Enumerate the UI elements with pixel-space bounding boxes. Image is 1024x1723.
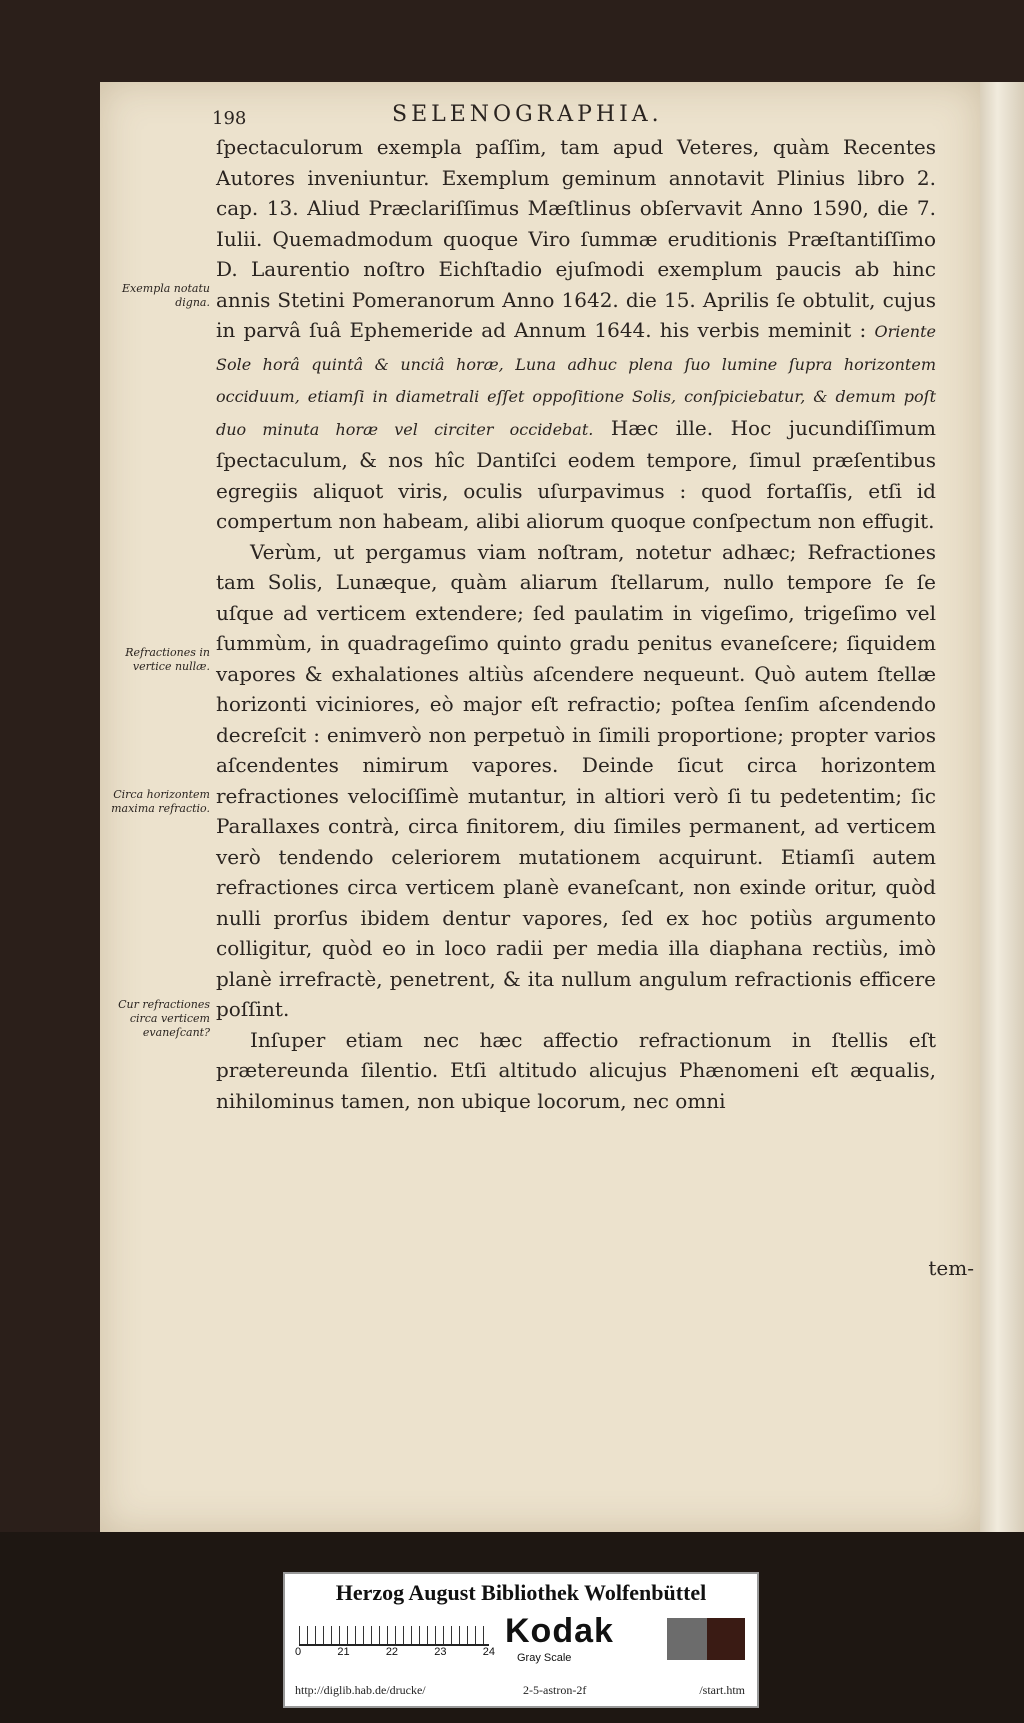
page-header <box>212 102 932 136</box>
paragraph-3: Inſuper etiam nec hæc affectio refractionum in ſtellis eſt prætereunda ſilentio. Etſi altitudo alicujus Phænomeni eſt æqualis, nihilominus tamen, non ubique locorum, nec omni <box>216 1027 936 1113</box>
paragraph-1: ſpectaculorum exempla paſſim, tam apud Veteres, quàm Recentes Autores inveniuntur. Exemplum geminum annotavit Plinius libro 2. cap. 13. Aliud Præclariſſimus Mæſtlinus obſervavit Anno 1590, die 7. Iulii. Quemadmodum quoque Viro ſummæ eruditionis Præſtantiſſimo D. Laurentio noſtro Eichſtadio ejuſmodi exemplum paucis ab hinc annis Stetini Pomeranorum Anno 1642. die 15. Aprilis ſe obtulit, cujus in parvâ ſuâ Ephemeride ad Annum 1644. his verbis meminit : Oriente Sole horâ quintâ & unciâ horæ, Luna adhuc plena ſuo lumine ſupra horizontem occiduum, etiamſi in diametrali eſſet oppoſitione Solis, conſpiciebatur, & demum poſt duo minuta horæ vel circiter occidebat. Hæc ille. Hoc jucundiſſimum ſpectaculum, & nos hîc Dantiſci eodem tempore, ſimul præſentibus egregiis aliquot viris, oculis uſurpavimus : quod fortaſſis, etſi id compertum non habeam, alibi aliorum quoque conſpectum non effugit. <box>216 135 937 533</box>
page-number: 198 <box>212 108 247 129</box>
paragraph-2: Verùm, ut pergamus viam noſtram, notetur adhæc; Refractiones tam Solis, Lunæque, quàm aliarum ſtellarum, nullo tempore ſe ſe uſque ad verticem extendere; ſed paulatim in vigeſimo, trigeſimo vel ſummùm, in quadrageſimo quinto gradu penitus evaneſcere; ſiquidem vapores & exhalationes altiùs aſcendere nequeunt. Quò autem ſtellæ horizonti viciniores, eò major eſt refractio; poſtea ſenſim aſcendendo decreſcit : enimverò non perpetuò in ſimili proportione; propter varios aſcendentes nimirum vapores. Deinde ſicut circa horizontem refractiones velociſſimè mutantur, in altiori verò ſi tu pedetentim; ſic Parallaxes contrà, circa finitorem, diu ſimiles permanent, ad verticem verò tendendo celeriorem mutationem acquirunt. Etiamſi autem refractiones circa verticem planè evaneſcant, non exinde oritur, quòd nulli prorſus ibidem dentur vapores, ſed ex hoc potiùs argumento colligitur, quòd eo in loco radii per media illa diaphana rectiùs, imò planè irrefractè, penetrent, & ita nullum angulum refractionis efficere poſſint. <box>216 539 936 1021</box>
color-target-card <box>283 1572 759 1708</box>
margin-note: Exempla notatu digna. <box>122 282 210 309</box>
body-text <box>216 132 936 1116</box>
catchword: tem- <box>928 1256 974 1280</box>
ruler-ticks: 0 21 22 23 24 <box>295 1646 495 1658</box>
url-right: /start.htm <box>699 1683 745 1697</box>
scale-ruler <box>299 1614 489 1646</box>
gray-swatch <box>667 1618 707 1660</box>
facing-page-edge <box>980 82 1024 1532</box>
margin-note: Refractiones in vertice nullæ. <box>125 646 210 673</box>
dark-swatch <box>707 1618 745 1660</box>
kodak-logo: Kodak <box>505 1612 614 1650</box>
url-middle: 2-5-astron-2f <box>523 1683 587 1697</box>
url-left: http://diglib.hab.de/drucke/ <box>295 1683 426 1697</box>
quotation: Oriente Sole horâ quintâ & unciâ horæ, Luna adhuc plena ſuo lumine ſupra horizontem occiduum, etiamſi in diametrali eſſet oppoſitione Solis, conſpiciebatur, & demum poſt duo minuta horæ vel circiter occidebat. <box>216 322 937 439</box>
running-title: SELENOGRAPHIA. <box>392 102 663 127</box>
margin-note: Cur refractiones circa verticem evaneſcant? <box>118 998 210 1039</box>
library-title: Herzog August Bibliothek Wolfenbüttel <box>335 1580 707 1605</box>
gray-scale-label: Gray Scale <box>517 1652 572 1664</box>
margin-note: Circa horizontem maxima refractio. <box>111 788 210 815</box>
